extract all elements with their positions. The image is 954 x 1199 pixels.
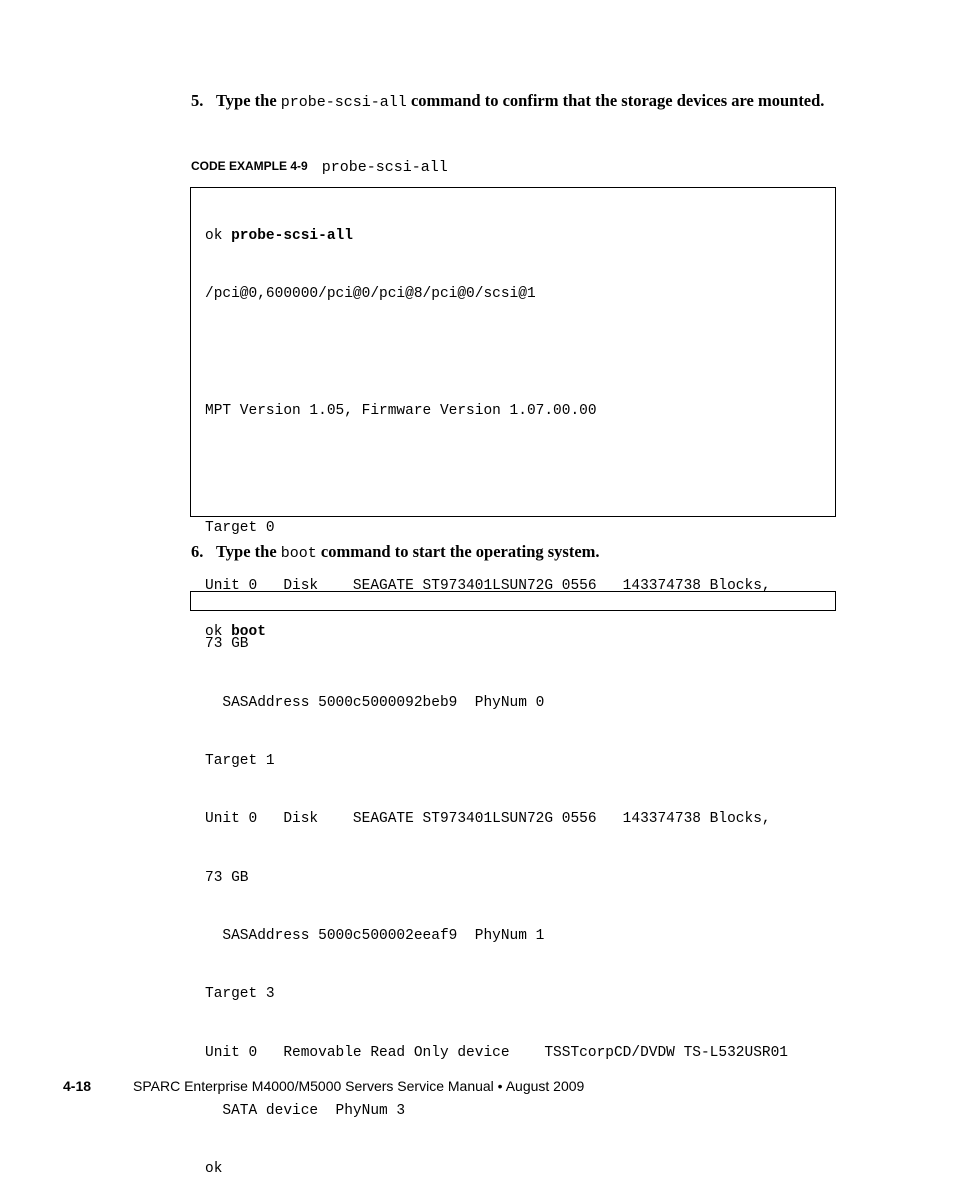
code-line: [205, 344, 835, 363]
step-command: boot: [280, 545, 317, 562]
code-line: SATA device PhyNum 3: [205, 1103, 406, 1120]
step-text: [216, 542, 831, 564]
code-line: MPT Version 1.05, Firmware Version 1.07.00.00: [205, 402, 597, 419]
code-line-prompt: [205, 227, 835, 246]
step-text-after: command to confirm that the storage devices are mounted.: [406, 91, 825, 110]
code-example-caption: [191, 158, 448, 175]
code-prompt: ok: [205, 227, 232, 244]
step-6: [191, 542, 831, 564]
code-command: boot: [231, 624, 266, 640]
code-prompt: ok: [205, 624, 232, 640]
step-number: 6.: [191, 542, 204, 561]
code-command: probe-scsi-all: [231, 227, 353, 244]
code-line: Unit 0 Disk SEAGATE ST973401LSUN72G 0556 143374738 Blocks,: [205, 811, 771, 828]
code-line: 73 GB: [205, 636, 249, 653]
code-example-label: CODE EXAMPLE 4-9: [191, 159, 308, 173]
code-line: /pci@0,600000/pci@0/pci@8/pci@0/scsi@1: [205, 286, 536, 303]
page-number: 4-18: [63, 1078, 92, 1094]
step-text: [216, 91, 831, 113]
code-example-title: probe-scsi-all: [321, 159, 448, 176]
step-text-before: Type the: [216, 542, 281, 561]
code-line: SASAddress 5000c500002eeaf9 PhyNum 1: [205, 928, 545, 945]
code-line: Unit 0 Removable Read Only device TSSTcorpCD/DVDW TS-L532USR01: [205, 1044, 788, 1061]
footer-text: SPARC Enterprise M4000/M5000 Servers Service Manual • August 2009: [133, 1078, 585, 1094]
code-line: Unit 0 Disk SEAGATE ST973401LSUN72G 0556 143374738 Blocks,: [205, 577, 771, 594]
code-line: Target 0: [205, 519, 275, 536]
code-line: Target 1: [205, 753, 275, 769]
code-line: SASAddress 5000c5000092beb9 PhyNum 0: [205, 694, 545, 711]
code-line: Target 3: [205, 986, 275, 1003]
step-number: 5.: [191, 91, 204, 110]
code-line: 73 GB: [205, 869, 249, 886]
code-line: [205, 460, 835, 479]
step-text-before: Type the: [216, 91, 281, 110]
code-line: ok: [205, 1161, 223, 1178]
step-command: probe-scsi-all: [280, 94, 407, 111]
code-block-boot: [190, 591, 836, 640]
page-footer: [63, 1077, 584, 1095]
step-text-after: command to start the operating system.: [316, 542, 600, 561]
code-line-prompt: [205, 624, 835, 642]
step-5: [191, 91, 831, 113]
